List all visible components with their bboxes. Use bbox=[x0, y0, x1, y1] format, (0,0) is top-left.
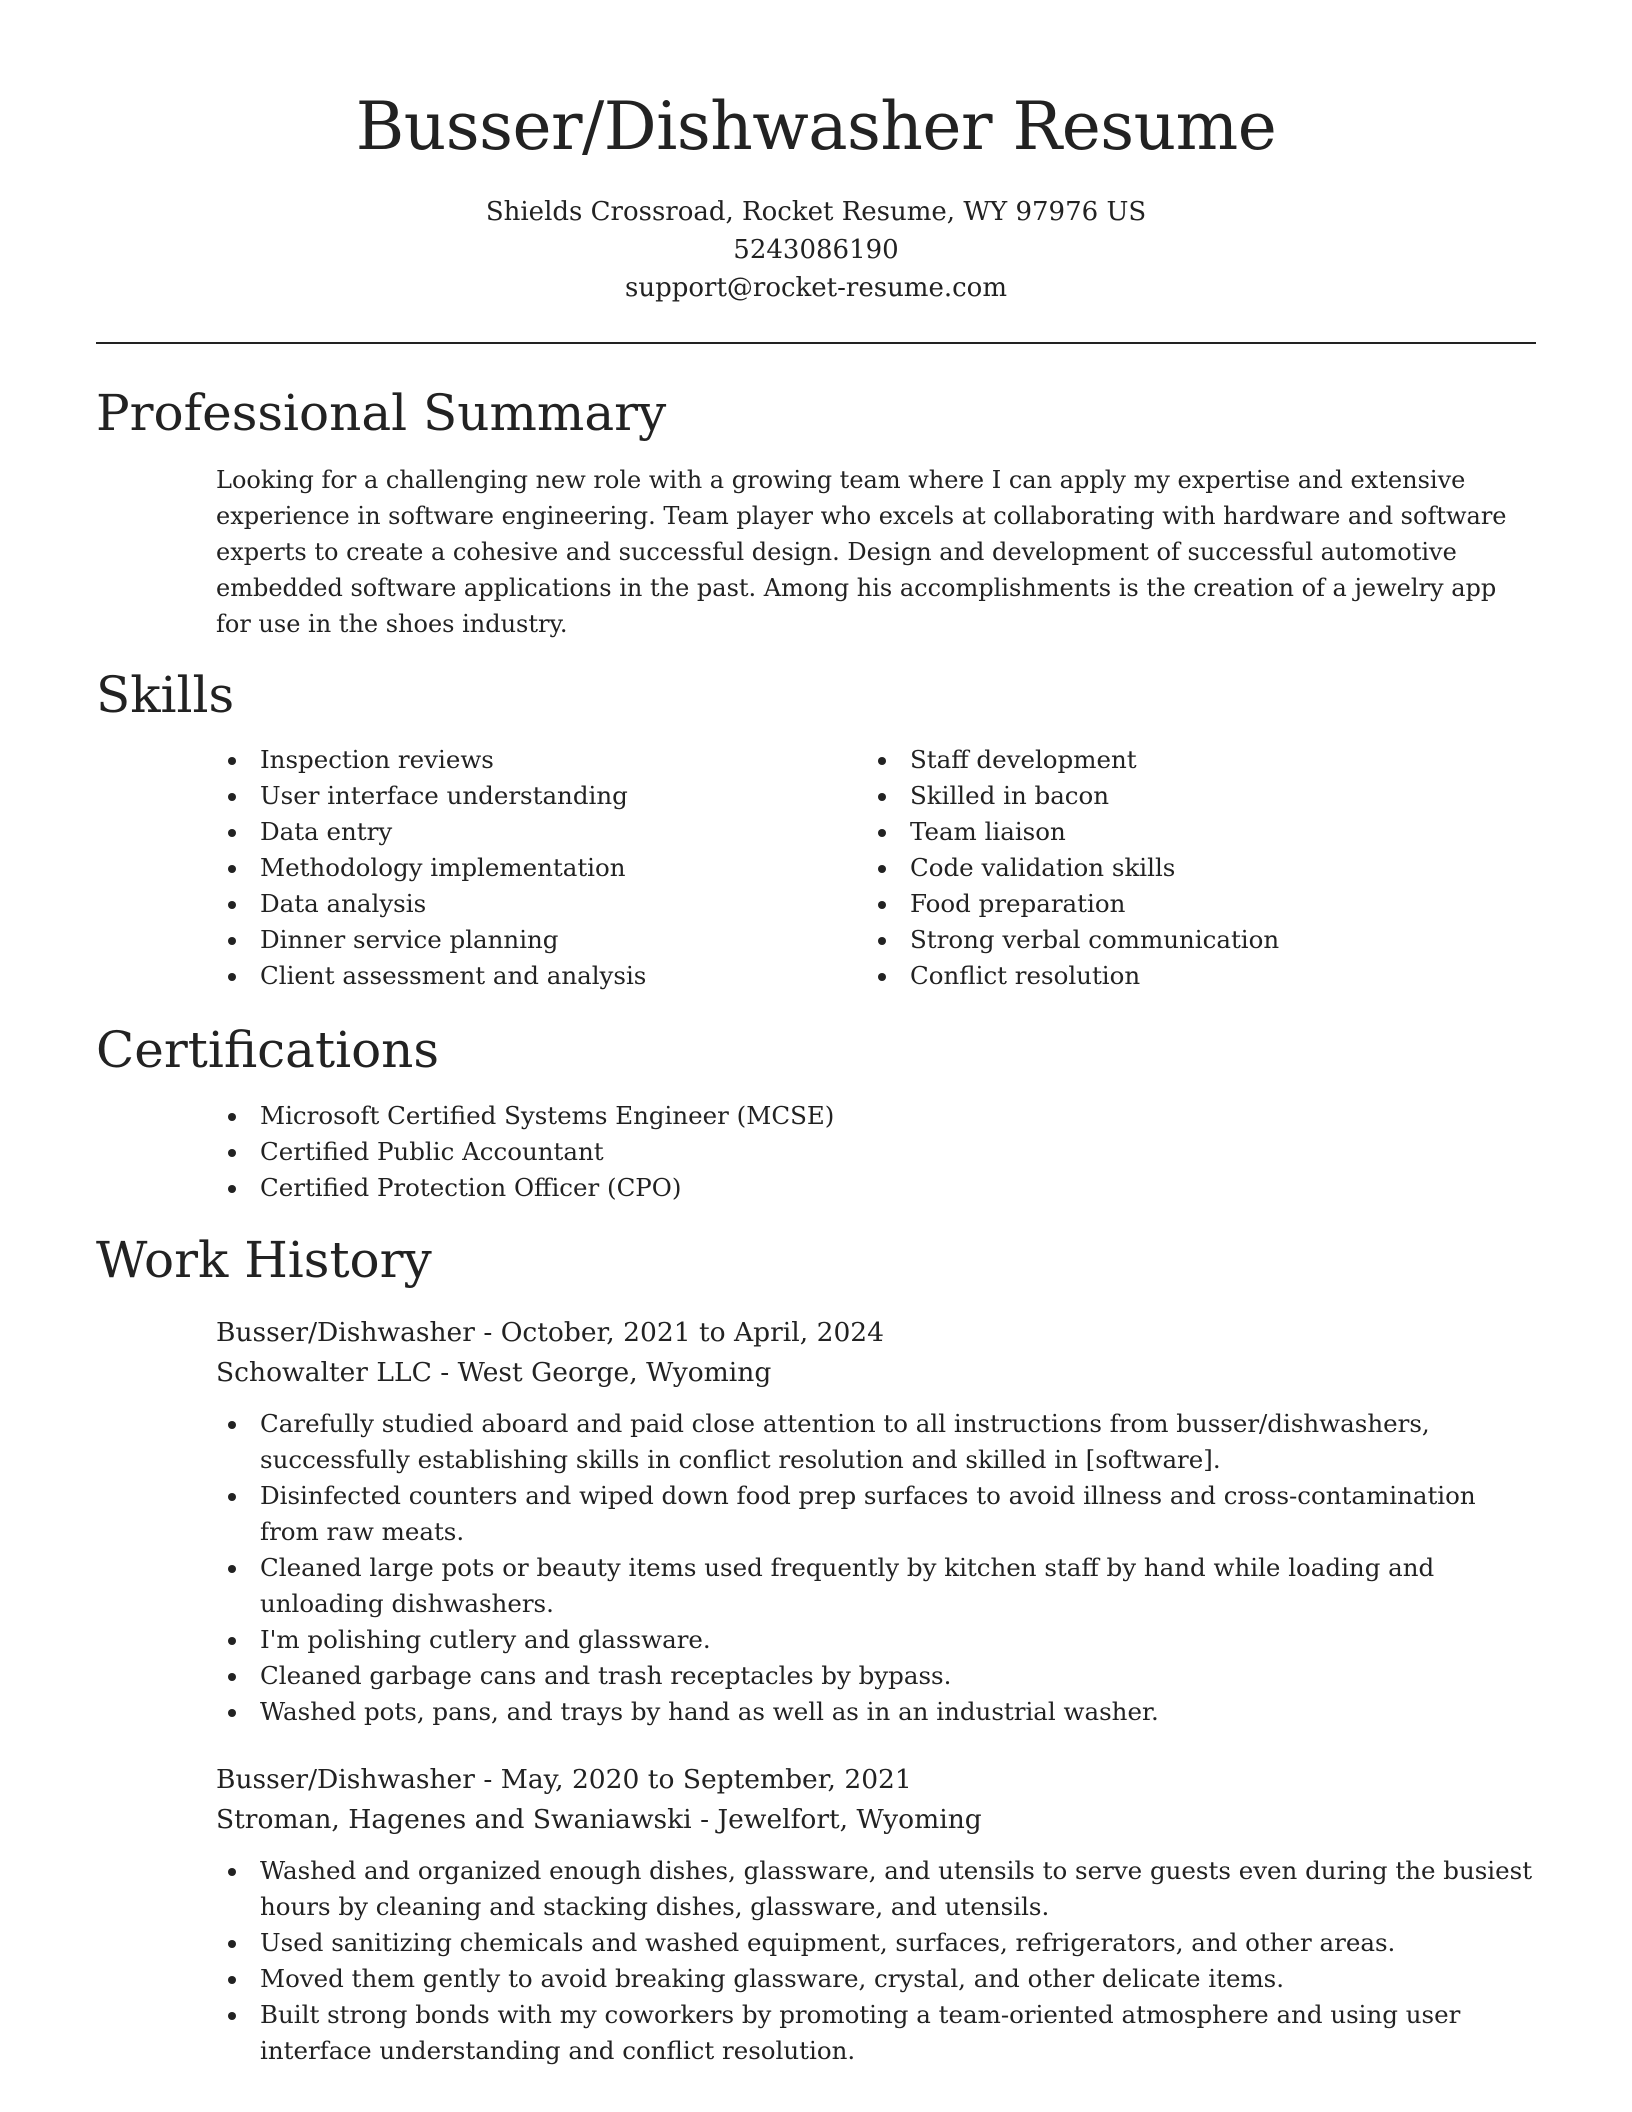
bullet-icon bbox=[228, 1149, 236, 1157]
bullet-icon bbox=[228, 1709, 236, 1717]
resume-title: Busser/Dishwasher Resume bbox=[355, 88, 1277, 165]
skill-item: Dinner service planning bbox=[216, 922, 816, 958]
bullet-icon bbox=[228, 1185, 236, 1193]
bullet-icon bbox=[878, 793, 886, 801]
bullet-icon bbox=[228, 757, 236, 765]
certification-item: Certified Protection Officer (CPO) bbox=[216, 1170, 1536, 1206]
bullet-icon bbox=[878, 901, 886, 909]
job-location: - Jewelfort, Wyoming bbox=[691, 1804, 982, 1835]
bullet-icon bbox=[228, 2012, 236, 2020]
job-title-line bbox=[216, 1760, 912, 1800]
job-dates: - October, 2021 to April, 2024 bbox=[474, 1317, 885, 1348]
job-bullets bbox=[216, 1853, 1536, 2069]
job-title: Busser/Dishwasher bbox=[216, 1764, 475, 1795]
job-company-line bbox=[216, 1353, 771, 1393]
skills-list-right bbox=[866, 742, 1486, 994]
bullet-icon bbox=[228, 973, 236, 981]
skill-item: Data entry bbox=[216, 814, 816, 850]
bullet-icon bbox=[228, 1565, 236, 1573]
job-dates: - May, 2020 to September, 2021 bbox=[474, 1764, 912, 1795]
job-bullet: Carefully studied aboard and paid close attention to all instructions from busser/dishwashers, successfully establishing skills in conflict resolution and skilled in [software]. bbox=[216, 1406, 1536, 1478]
bullet-icon bbox=[228, 865, 236, 873]
job-bullet: Washed and organized enough dishes, glassware, and utensils to serve guests even during the busiest hours by cleaning and stacking dishes, glassware, and utensils. bbox=[216, 1853, 1536, 1925]
bullet-icon bbox=[878, 757, 886, 765]
summary-text: Looking for a challenging new role with a growing team where I can apply my expertise and extensive experience in software engineering. Team player who excels at collaborating with hardware and software experts to create a cohesive and successful design. Design and development of successful automotive embedded software applications in the past. Among his accomplishments is the creation of a jewelry app for use in the shoes industry. bbox=[216, 466, 1507, 638]
skill-item: Methodology implementation bbox=[216, 850, 816, 886]
job-bullet: Used sanitizing chemicals and washed equipment, surfaces, refrigerators, and other areas. bbox=[216, 1925, 1536, 1961]
bullet-icon bbox=[228, 1493, 236, 1501]
job-company-line bbox=[216, 1800, 982, 1840]
bullet-icon bbox=[228, 1940, 236, 1948]
certification-item: Certified Public Accountant bbox=[216, 1134, 1536, 1170]
skill-item: User interface understanding bbox=[216, 778, 816, 814]
bullet-icon bbox=[228, 1976, 236, 1984]
bullet-icon bbox=[878, 865, 886, 873]
certifications-list bbox=[216, 1098, 1536, 1206]
job-title: Busser/Dishwasher bbox=[216, 1317, 475, 1348]
job-bullet: Disinfected counters and wiped down food prep surfaces to avoid illness and cross-contamination from raw meats. bbox=[216, 1478, 1536, 1550]
job-title-line bbox=[216, 1313, 884, 1353]
job-bullet: Built strong bonds with my coworkers by promoting a team-oriented atmosphere and using user interface understanding and conflict resolution. bbox=[216, 1997, 1536, 2069]
contact-block bbox=[0, 193, 1632, 307]
skill-item: Staff development bbox=[866, 742, 1486, 778]
bullet-icon bbox=[228, 1673, 236, 1681]
bullet-icon bbox=[228, 1113, 236, 1121]
address: Shields Crossroad, Rocket Resume, WY 97976 US bbox=[485, 197, 1147, 227]
skills-list-left bbox=[216, 742, 816, 994]
certification-item: Microsoft Certified Systems Engineer (MCSE) bbox=[216, 1098, 1536, 1134]
job-bullet: Cleaned large pots or beauty items used frequently by kitchen staff by hand while loading and unloading dishwashers. bbox=[216, 1550, 1536, 1622]
email: support@rocket-resume.com bbox=[624, 273, 1007, 303]
job-bullet: I'm polishing cutlery and glassware. bbox=[216, 1622, 1536, 1658]
job-bullet: Moved them gently to avoid breaking glassware, crystal, and other delicate items. bbox=[216, 1961, 1536, 1997]
skill-item: Client assessment and analysis bbox=[216, 958, 816, 994]
work-history-heading: Work History bbox=[96, 1231, 432, 1289]
skill-item: Strong verbal communication bbox=[866, 922, 1486, 958]
job-bullet: Cleaned garbage cans and trash receptacles by bypass. bbox=[216, 1658, 1536, 1694]
bullet-icon bbox=[228, 1421, 236, 1429]
job-company: Schowalter LLC bbox=[216, 1357, 432, 1388]
bullet-icon bbox=[228, 901, 236, 909]
header-divider bbox=[96, 342, 1536, 344]
bullet-icon bbox=[228, 937, 236, 945]
job-bullet: Washed pots, pans, and trays by hand as well as in an industrial washer. bbox=[216, 1694, 1536, 1730]
phone: 5243086190 bbox=[733, 235, 899, 265]
skill-item: Team liaison bbox=[866, 814, 1486, 850]
job-location: - West George, Wyoming bbox=[431, 1357, 772, 1388]
job-company: Stroman, Hagenes and Swaniawski bbox=[216, 1804, 692, 1835]
bullet-icon bbox=[878, 829, 886, 837]
skill-item: Inspection reviews bbox=[216, 742, 816, 778]
summary-heading: Professional Summary bbox=[96, 384, 667, 442]
skill-item: Data analysis bbox=[216, 886, 816, 922]
certifications-heading: Certifications bbox=[96, 1021, 440, 1079]
bullet-icon bbox=[228, 1868, 236, 1876]
skill-item: Skilled in bacon bbox=[866, 778, 1486, 814]
skills-heading: Skills bbox=[96, 666, 235, 724]
bullet-icon bbox=[228, 793, 236, 801]
bullet-icon bbox=[228, 829, 236, 837]
bullet-icon bbox=[878, 937, 886, 945]
bullet-icon bbox=[878, 973, 886, 981]
skill-item: Code validation skills bbox=[866, 850, 1486, 886]
job-bullets bbox=[216, 1406, 1536, 1730]
bullet-icon bbox=[228, 1637, 236, 1645]
skill-item: Food preparation bbox=[866, 886, 1486, 922]
skill-item: Conflict resolution bbox=[866, 958, 1486, 994]
